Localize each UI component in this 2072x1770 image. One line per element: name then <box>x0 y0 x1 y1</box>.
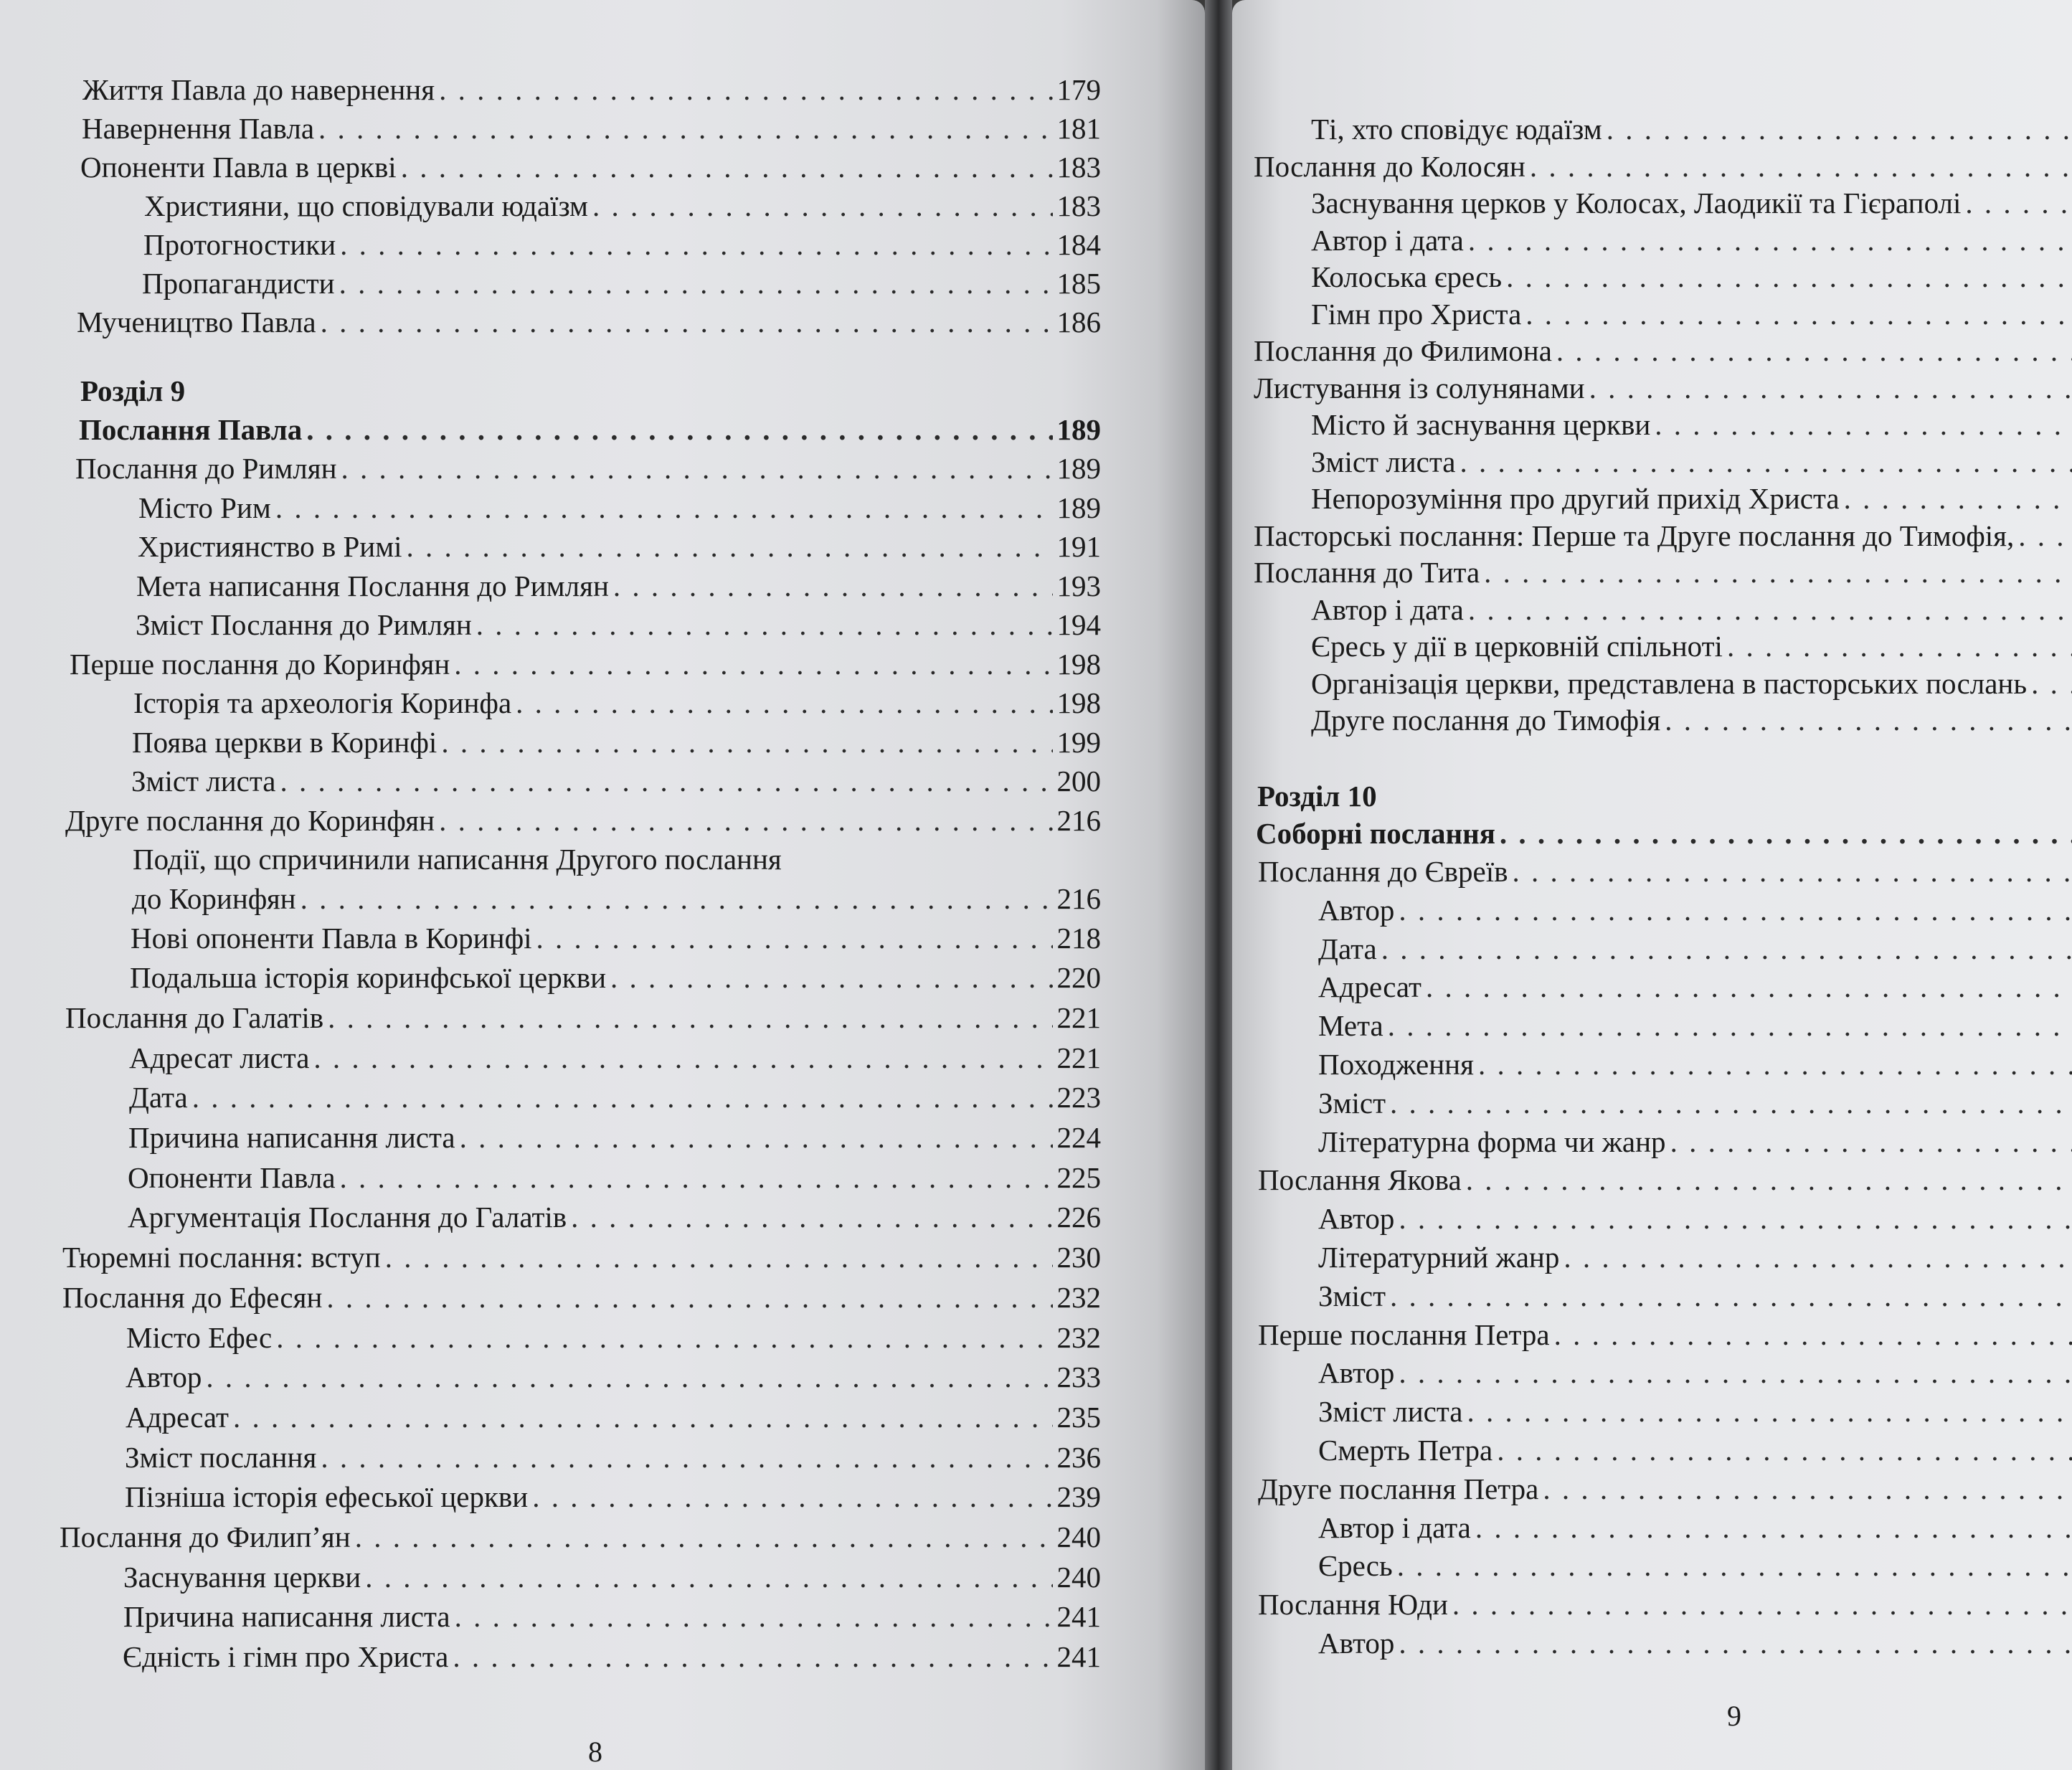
toc-entry <box>1318 1201 2072 1236</box>
dot-leader <box>1589 370 2072 406</box>
toc-entry-title: Дата <box>129 1081 188 1114</box>
toc-entry-page: 193 <box>1056 569 1101 602</box>
toc-entry <box>128 1199 1101 1235</box>
toc-entry-title: Послання до Ефесян <box>62 1280 323 1314</box>
dot-leader <box>613 568 1053 604</box>
dot-leader <box>1467 1393 2072 1429</box>
toc-entry-title: Послання Павла <box>79 413 303 446</box>
toc-entry <box>1311 185 2072 221</box>
toc-entry <box>131 763 1101 799</box>
toc-entry-page: 185 <box>1056 267 1101 300</box>
toc-entry-title: Причина написання листа <box>128 1121 455 1154</box>
toc-entry-title: Тюремні послання: вступ <box>62 1241 381 1274</box>
toc-entry <box>1311 222 2072 258</box>
dot-leader <box>318 110 1052 146</box>
toc-entry-title: Автор і дата <box>1318 1510 1471 1544</box>
toc-entry <box>1318 1085 2072 1121</box>
toc-entry <box>1254 554 2072 590</box>
toc-entry-page: 184 <box>1056 228 1101 261</box>
dot-leader <box>610 960 1052 995</box>
toc-entry <box>143 227 1101 262</box>
toc-entry <box>1254 148 2072 184</box>
toc-entry-title: Історія та археологія Коринфа <box>133 686 512 719</box>
toc-entry-page: 179 <box>1056 73 1101 106</box>
toc-entry <box>80 149 1101 185</box>
toc-entry-title: Адресат <box>126 1400 229 1434</box>
toc-entry-page: 230 <box>1056 1241 1101 1274</box>
toc-entry-title: Опоненти Павла в церкві <box>80 151 397 184</box>
dot-leader <box>453 1639 1052 1675</box>
toc-entry-page: 225 <box>1056 1160 1101 1194</box>
toc-entry-title: Послання до Галатів <box>65 1000 324 1034</box>
dot-leader <box>476 607 1053 643</box>
toc-entry-page: 220 <box>1056 961 1101 995</box>
toc-entry <box>129 1079 1101 1115</box>
toc-entry-page: 240 <box>1056 1560 1101 1594</box>
dot-leader <box>1484 554 2072 590</box>
toc-entry-title: Зміст <box>1318 1279 1386 1312</box>
toc-entry <box>1258 1317 2072 1353</box>
toc-entry-title: Послання Юди <box>1258 1588 1448 1622</box>
toc-entry-page: 189 <box>1056 413 1101 446</box>
toc-entry-title: Автор <box>1318 1202 1395 1236</box>
toc-entry-page: 216 <box>1056 881 1101 915</box>
toc-entry-page: 221 <box>1056 1041 1101 1074</box>
toc-entry <box>1318 1432 2072 1468</box>
toc-entry <box>1318 931 2072 967</box>
dot-leader <box>2031 666 2072 701</box>
dot-leader <box>1388 1008 2072 1043</box>
dot-leader <box>441 724 1052 760</box>
toc-entry-title: Послання до Римлян <box>75 452 337 485</box>
toc-entry-title: Місто Ефес <box>126 1320 273 1354</box>
toc-entry <box>125 1439 1101 1475</box>
toc-entry-page: 183 <box>1056 151 1101 184</box>
toc-entry-title: Нові опоненти Павла в Коринфі <box>131 921 532 955</box>
toc-entry-page: 191 <box>1056 530 1101 563</box>
dot-leader <box>355 1519 1053 1555</box>
page-number: 8 <box>588 1736 602 1768</box>
chapter-title <box>79 412 1101 448</box>
dot-leader <box>516 685 1052 721</box>
toc-entry-title: Послання до Євреїв <box>1258 855 1508 888</box>
toc-entry-title: Мета <box>1318 1009 1383 1043</box>
dot-leader <box>1965 185 2072 221</box>
toc-entry-page: 216 <box>1056 803 1101 837</box>
toc-entry-title: Послання до Тита <box>1254 556 1480 589</box>
toc-entry-title: Життя Павла до навернення <box>82 73 435 106</box>
dot-leader <box>439 72 1052 108</box>
dot-leader <box>1399 892 2072 928</box>
toc-entry-title: Зміст послання <box>125 1440 317 1474</box>
dot-leader <box>1497 1432 2072 1468</box>
toc-entry <box>129 1040 1101 1076</box>
toc-entry-title: Пізніша історія ефеської церкви <box>125 1480 529 1514</box>
toc-entry-title: Послання до Филимона <box>1254 334 1552 367</box>
toc-entry-page: 186 <box>1056 306 1101 339</box>
toc-entry <box>1311 407 2072 442</box>
dot-leader <box>1390 1085 2072 1121</box>
dot-leader <box>280 763 1052 799</box>
dot-leader <box>1543 1471 2072 1507</box>
toc-entry-title: Мета написання Послання до Римлян <box>136 569 609 602</box>
toc-entry-page: 226 <box>1056 1201 1101 1234</box>
toc-entry <box>1254 518 2072 554</box>
toc-entry-title: Непорозуміння про другий прихід Христа <box>1311 482 1840 515</box>
toc-entry-page: 194 <box>1056 608 1101 641</box>
chapter-title <box>1256 815 2072 851</box>
toc-entry-title: Мучеництво Павла <box>77 306 316 339</box>
toc-entry-page: 241 <box>1056 1600 1101 1634</box>
dot-leader <box>455 1599 1053 1634</box>
dot-leader <box>1556 333 2072 369</box>
dot-leader <box>339 265 1053 301</box>
toc-entry-page: 233 <box>1056 1360 1101 1394</box>
toc-entry-title: Перше послання до Коринфян <box>70 647 450 681</box>
toc-entry-page: 232 <box>1056 1320 1101 1354</box>
toc-entry-title: Листування із солунянами <box>1254 371 1585 404</box>
toc-entry-page: 199 <box>1056 725 1101 759</box>
toc-entry-title: Зміст листа <box>1311 445 1456 478</box>
page-number: 9 <box>1727 1700 1741 1732</box>
dot-leader <box>1426 969 2072 1005</box>
toc-entry <box>1311 628 2072 664</box>
dot-leader <box>340 227 1052 262</box>
toc-entry <box>125 1479 1101 1515</box>
toc-entry <box>123 1559 1101 1595</box>
toc-entry <box>62 1239 1101 1275</box>
toc-entry <box>1318 1548 2072 1584</box>
toc-entry-title: до Коринфян <box>132 881 296 915</box>
dot-leader <box>1399 1355 2072 1391</box>
toc-entry-title: Навернення Павла <box>82 112 315 145</box>
dot-leader <box>1466 1162 2072 1198</box>
toc-entry <box>1311 481 2072 516</box>
dot-leader <box>340 1160 1053 1196</box>
toc-entry-page: 241 <box>1056 1640 1101 1674</box>
toc-entry-title: Перше послання Петра <box>1258 1317 1550 1351</box>
dot-leader <box>326 1279 1052 1315</box>
toc-entry-title: Автор <box>1318 1356 1395 1390</box>
toc-entry-title: Літературний жанр <box>1318 1241 1560 1274</box>
toc-entry-title: Друге послання до Тимофія <box>1311 704 1661 737</box>
toc-entry <box>77 304 1101 340</box>
dot-leader <box>592 188 1052 224</box>
toc-entry-page: 189 <box>1056 491 1101 524</box>
toc-entry <box>138 529 1101 564</box>
toc-entry-page: 221 <box>1056 1000 1101 1034</box>
toc-entry <box>126 1320 1101 1355</box>
toc-entry-title: Християни, що сповідували юдаїзм <box>144 189 589 222</box>
dot-leader <box>321 1439 1052 1475</box>
toc-entry-title: Пасторські послання: Перше та Друге послання до Тимофія, <box>1254 519 2015 552</box>
dot-leader <box>276 1320 1052 1355</box>
dot-leader <box>1530 148 2072 184</box>
toc-entry-page: 183 <box>1056 189 1101 222</box>
toc-entry-title: Зміст <box>1318 1086 1386 1120</box>
dot-leader <box>1655 407 2072 442</box>
dot-leader <box>313 1040 1052 1076</box>
toc-entry <box>65 1000 1101 1036</box>
toc-entry-title: Колоська єресь <box>1311 260 1503 293</box>
toc-entry-title: Автор і дата <box>1311 592 1464 626</box>
toc-entry-title: Пропагандисти <box>142 267 335 300</box>
toc-entry <box>128 1120 1101 1155</box>
dot-leader <box>1554 1317 2072 1353</box>
dot-leader <box>1506 259 2072 295</box>
dot-leader <box>407 529 1053 564</box>
dot-leader <box>301 881 1053 917</box>
toc-entry-title: Єресь у дії в церковній спільноті <box>1311 630 1723 663</box>
dot-leader <box>365 1559 1052 1595</box>
toc-entry-title: Єдність і гімн про Христа <box>123 1640 449 1674</box>
toc-entry <box>1318 1239 2072 1275</box>
dot-leader <box>1564 1239 2072 1275</box>
toc-entry-title: Соборні послання <box>1256 817 1495 850</box>
toc-entry-title: Зміст листа <box>131 765 276 798</box>
dot-leader <box>321 304 1053 340</box>
toc-entry <box>82 110 1101 146</box>
toc-entry-title: Заснування церков у Колосах, Лаодикії та Гієраполі <box>1311 186 1962 219</box>
toc-entry-page: 235 <box>1056 1400 1101 1434</box>
toc-entry <box>1318 1355 2072 1391</box>
toc-entry-title: Дата <box>1318 932 1377 965</box>
toc-entry <box>82 72 1101 108</box>
toc-entry-title: Послання до Колосян <box>1254 149 1525 183</box>
toc-entry-title: Друге послання до Коринфян <box>65 803 435 837</box>
toc-entry-title: Заснування церкви <box>123 1560 361 1594</box>
toc-entry-page: 198 <box>1056 686 1101 719</box>
toc-entry-title: Адресат <box>1318 970 1421 1004</box>
toc-entry-title: Місто й заснування церкви <box>1311 408 1651 441</box>
dot-leader <box>206 1359 1052 1395</box>
toc-entry <box>70 646 1101 682</box>
toc-entry-page: 236 <box>1056 1440 1101 1474</box>
dot-leader <box>460 1120 1053 1155</box>
toc-entry <box>75 450 1101 486</box>
dot-leader <box>1500 815 2072 851</box>
toc-entry-page: 181 <box>1056 112 1101 145</box>
toc-entry <box>128 1160 1101 1196</box>
toc-entry <box>144 188 1101 224</box>
dot-leader <box>1381 931 2072 967</box>
toc-entry <box>1318 1008 2072 1043</box>
toc-entry <box>142 265 1101 301</box>
dot-leader <box>1525 296 2072 332</box>
toc-entry <box>1311 111 2072 147</box>
toc-entry <box>1311 592 2072 628</box>
toc-entry <box>1318 892 2072 928</box>
dot-leader <box>1727 628 2072 664</box>
dot-leader <box>1844 481 2072 516</box>
toc-entry-page: 223 <box>1056 1081 1101 1114</box>
toc-entry <box>1258 1586 2072 1622</box>
toc-entry <box>65 803 1101 838</box>
dot-leader <box>1399 1201 2072 1236</box>
toc-entry <box>126 1399 1101 1435</box>
dot-leader <box>439 803 1052 838</box>
right-page <box>1232 0 2072 1770</box>
toc-entry <box>132 881 1101 917</box>
toc-entry-title-line1: Події, що спричинили написання Другого послання <box>133 843 782 876</box>
toc-entry-title: Аргументація Послання до Галатів <box>128 1201 567 1234</box>
dot-leader <box>341 450 1053 486</box>
dot-leader <box>571 1199 1052 1235</box>
dot-leader <box>1452 1586 2072 1622</box>
dot-leader <box>1475 1510 2072 1546</box>
toc-entry <box>1318 1393 2072 1429</box>
chapter-label: Розділ 10 <box>1257 780 1377 813</box>
dot-leader <box>536 920 1053 956</box>
toc-entry-page: 198 <box>1056 647 1101 681</box>
toc-entry-title: Друге послання Петра <box>1258 1472 1539 1505</box>
toc-entry-page: 239 <box>1056 1480 1101 1514</box>
toc-entry-title: Послання Якова <box>1258 1163 1462 1197</box>
dot-leader <box>1468 592 2072 628</box>
toc-entry <box>123 1599 1101 1634</box>
toc-entry-title: Зміст листа <box>1318 1395 1463 1429</box>
toc-entry <box>1318 1124 2072 1160</box>
toc-entry-title: Поява церкви в Коринфі <box>132 725 437 759</box>
dot-leader <box>275 490 1053 526</box>
dot-leader <box>2018 518 2072 554</box>
toc-entry-title: Єресь <box>1318 1549 1393 1583</box>
toc-entry <box>1318 1625 2072 1661</box>
toc-entry-title: Автор і дата <box>1311 223 1464 257</box>
dot-leader <box>1399 1625 2072 1661</box>
toc-entry-title: Автор <box>126 1360 202 1394</box>
toc-entry-title: Адресат листа <box>129 1041 310 1074</box>
toc-entry-title: Протогностики <box>143 228 336 261</box>
toc-entry <box>1318 1278 2072 1314</box>
toc-entry-title: Гімн про Христа <box>1311 297 1522 331</box>
dot-leader <box>1607 111 2072 147</box>
toc-entry-title: Походження <box>1318 1048 1474 1081</box>
toc-entry <box>1258 1471 2072 1507</box>
dot-leader <box>1460 444 2072 480</box>
dot-leader <box>1512 853 2072 889</box>
dot-leader <box>1478 1046 2072 1082</box>
dot-leader <box>1468 222 2072 258</box>
toc-entry <box>1311 259 2072 295</box>
toc-entry-title: Послання до Филип’ян <box>60 1520 351 1553</box>
toc-entry <box>130 960 1101 995</box>
dot-leader <box>306 412 1052 448</box>
toc-entry-title: Літературна форма чи жанр <box>1318 1125 1666 1158</box>
toc-entry <box>1254 370 2072 406</box>
toc-entry <box>126 1359 1101 1395</box>
toc-entry-title: Подальша історія коринфської церкви <box>130 961 607 995</box>
toc-entry <box>131 920 1101 956</box>
toc-entry <box>60 1519 1101 1555</box>
dot-leader <box>385 1239 1053 1275</box>
book-gutter <box>1205 0 1232 1770</box>
toc-entry <box>1311 666 2072 701</box>
toc-entry <box>1311 296 2072 332</box>
toc-entry <box>123 1639 1101 1675</box>
toc-entry <box>1311 702 2072 738</box>
toc-entry-title: Християнство в Римі <box>138 530 402 563</box>
dot-leader <box>328 1000 1052 1036</box>
toc-entry-title: Причина написання листа <box>123 1600 450 1634</box>
toc-entry <box>62 1279 1101 1315</box>
toc-entry-title: Автор <box>1318 1627 1395 1660</box>
dot-leader <box>532 1479 1052 1515</box>
toc-entry <box>136 607 1101 643</box>
dot-leader <box>401 149 1053 185</box>
toc-entry <box>1318 969 2072 1005</box>
toc-entry <box>133 685 1101 721</box>
dot-leader <box>454 646 1052 682</box>
toc-entry-page: 232 <box>1056 1280 1101 1314</box>
toc-entry <box>1258 853 2072 889</box>
toc-entry-title: Автор <box>1318 893 1395 927</box>
toc-entry-title: Організація церкви, представлена в пасторських послань <box>1311 666 2028 700</box>
dot-leader <box>192 1079 1053 1115</box>
dot-leader <box>1670 1124 2072 1160</box>
toc-entry-title: Смерть Петра <box>1318 1434 1493 1467</box>
toc-entry-title: Зміст Послання до Римлян <box>136 608 472 641</box>
toc-entry-title: Ті, хто сповідує юдаїзм <box>1311 113 1602 146</box>
toc-entry <box>138 490 1101 526</box>
toc-entry <box>1318 1046 2072 1082</box>
dot-leader <box>233 1399 1053 1435</box>
toc-entry-title: Місто Рим <box>138 491 271 524</box>
toc-entry <box>1258 1162 2072 1198</box>
toc-entry-page: 224 <box>1056 1121 1101 1154</box>
toc-entry-page: 189 <box>1056 452 1101 485</box>
dot-leader <box>1390 1278 2072 1314</box>
dot-leader <box>1397 1548 2072 1584</box>
toc-entry-page: 218 <box>1056 921 1101 955</box>
toc-entry <box>1311 444 2072 480</box>
toc-entry-title: Опоненти Павла <box>128 1160 336 1194</box>
toc-entry <box>132 724 1101 760</box>
toc-entry <box>1254 333 2072 369</box>
toc-entry-page: 240 <box>1056 1520 1101 1553</box>
toc-entry <box>1318 1510 2072 1546</box>
dot-leader <box>1665 702 2072 738</box>
toc-entry-page: 200 <box>1056 765 1101 798</box>
chapter-label: Розділ 9 <box>80 374 186 407</box>
toc-entry <box>136 568 1101 604</box>
